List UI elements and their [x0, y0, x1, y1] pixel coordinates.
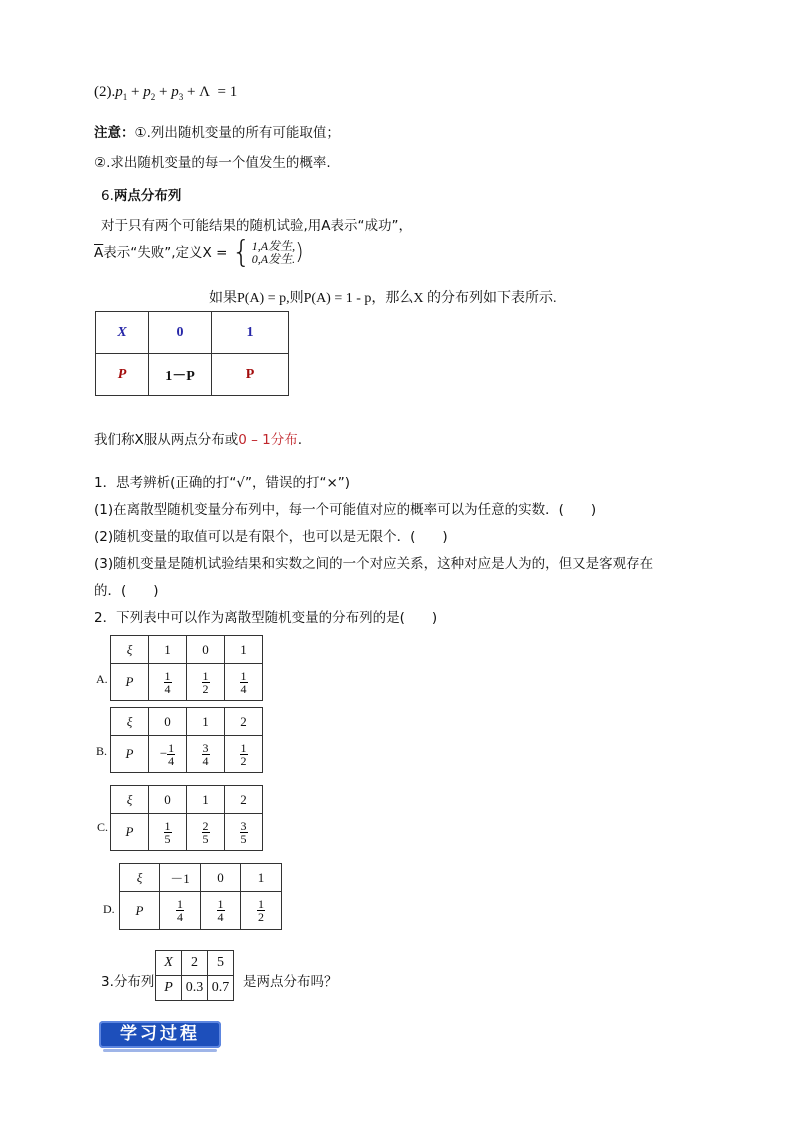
table-cell: －1 [160, 864, 201, 892]
table-cell: 0 [149, 786, 187, 814]
fraction: $\frac{2}{5}$ [202, 818, 209, 846]
table-cell [225, 814, 263, 851]
fraction: $\frac{1}{2}$ [202, 668, 209, 696]
table-cell: 1 [149, 636, 187, 664]
table-cell: 1 [225, 636, 263, 664]
table-cell: X [156, 951, 182, 976]
q1-item: 的．( ) [94, 583, 159, 599]
table-cell: 0 [149, 312, 212, 354]
note-line-1: 注意：①.列出随机变量的所有可能取值； [94, 125, 340, 141]
table-cell: X [96, 312, 149, 354]
table-cell: 0.7 [208, 976, 234, 1001]
table-cell: P [96, 354, 149, 396]
table-cell: 2 [182, 951, 208, 976]
fraction: $\frac{1}{2}$ [240, 740, 247, 768]
table-cell: 2 [225, 786, 263, 814]
intro-line-1: 对于只有两个可能结果的随机试验,用A表示“成功”， [101, 218, 413, 234]
fraction: $\frac{1}{4}$ [240, 668, 247, 696]
table-cell: ξ [111, 708, 149, 736]
fraction: $\frac{1}{4}$ [164, 668, 171, 696]
q1-item: (2)随机变量的取值可以是有限个，也可以是无限个．( ) [94, 529, 448, 545]
note-label: 注意： [94, 125, 135, 141]
table-cell [225, 664, 263, 701]
table-cell [149, 664, 187, 701]
table-cell: 1 [187, 708, 225, 736]
option-a-table [110, 635, 263, 701]
table-cell: P [212, 354, 289, 396]
table-cell: P [120, 892, 160, 930]
intro-line-3: 如果P(A) = p,则P(A) = 1 - p，那么X 的分布列如下表所示. [209, 291, 557, 306]
option-d-label: D. [103, 902, 115, 916]
table-cell [187, 736, 225, 773]
formula-line: $(2).p_1 + p_2 + p_3 + \Lambda = 1$ [94, 84, 238, 102]
table-cell: P [156, 976, 182, 1001]
table-cell [149, 736, 187, 773]
table-cell [225, 736, 263, 773]
fraction: $\frac{1}{4}$ [217, 897, 224, 924]
table-cell: P [111, 736, 149, 773]
q1-title: 1．思考辨析(正确的打“√”，错误的打“×”) [94, 475, 351, 491]
option-c-label: C. [97, 820, 109, 834]
table-cell: ξ [111, 786, 149, 814]
fraction: $\frac{1}{2}$ [258, 897, 264, 924]
table-cell [187, 814, 225, 851]
table-cell: ξ [120, 864, 160, 892]
table-cell: 1 [187, 786, 225, 814]
table-cell: 2 [225, 708, 263, 736]
table-cell: ξ [111, 636, 149, 664]
table-cell [187, 664, 225, 701]
table-cell [241, 892, 282, 930]
table-cell [201, 892, 241, 930]
table-cell: P [111, 814, 149, 851]
option-b-label: B. [96, 744, 108, 758]
table-cell: 1 [212, 312, 289, 354]
table-cell: 1－P [149, 354, 212, 396]
q2-title: 2．下列表中可以作为离散型随机变量的分布列的是( ) [94, 610, 438, 626]
table-cell: 1 [241, 864, 282, 892]
q1-item: (3)随机变量是随机试验结果和实数之间的一个对应关系，这种对应是人为的，但又是客观存在 [94, 556, 654, 572]
option-d-table [119, 863, 282, 930]
q3-suffix: 是两点分布吗？ [243, 974, 338, 990]
fraction: $\frac{3}{4}$ [202, 740, 209, 768]
section-title: 6.两点分布列 [101, 188, 182, 204]
note-line-2: ②.求出随机变量的每一个值发生的概率. [94, 155, 331, 171]
fraction: $\frac{1}{5}$ [164, 818, 171, 846]
table-cell: 0.3 [182, 976, 208, 1001]
table-cell: 5 [208, 951, 234, 976]
table-cell: 0 [149, 708, 187, 736]
fraction: $\frac{3}{5}$ [240, 818, 247, 846]
fraction: $\frac{1}{4}$ [177, 897, 183, 924]
fraction: $\frac{1}{4}$ [168, 740, 175, 768]
minus-sign: − [159, 744, 168, 760]
table-cell: 0 [201, 864, 241, 892]
option-b-table [110, 707, 263, 773]
table-cell [149, 814, 187, 851]
table-cell: 0 [187, 636, 225, 664]
two-point-definition: 我们称X服从两点分布或0 – 1分布. [94, 432, 303, 448]
option-a-label: A. [96, 672, 108, 686]
table-cell [160, 892, 201, 930]
table-cell: P [111, 664, 149, 701]
piecewise-cases: 1,A发生, 0,A发生. [251, 239, 296, 266]
section-banner: 学习过程 [99, 1021, 221, 1048]
intro-line-2: $\overline{A}$表示“失败”,定义X = {1,A发生, 0,A发生.) [94, 235, 304, 270]
q3-prefix: 3.分布列 [101, 974, 155, 990]
q3-table [155, 950, 234, 1001]
q1-item: (1)在离散型随机变量分布列中，每一个可能值对应的概率可以为任意的实数．( ) [94, 502, 597, 518]
option-c-table [110, 785, 263, 851]
two-point-distribution-table [95, 311, 289, 396]
